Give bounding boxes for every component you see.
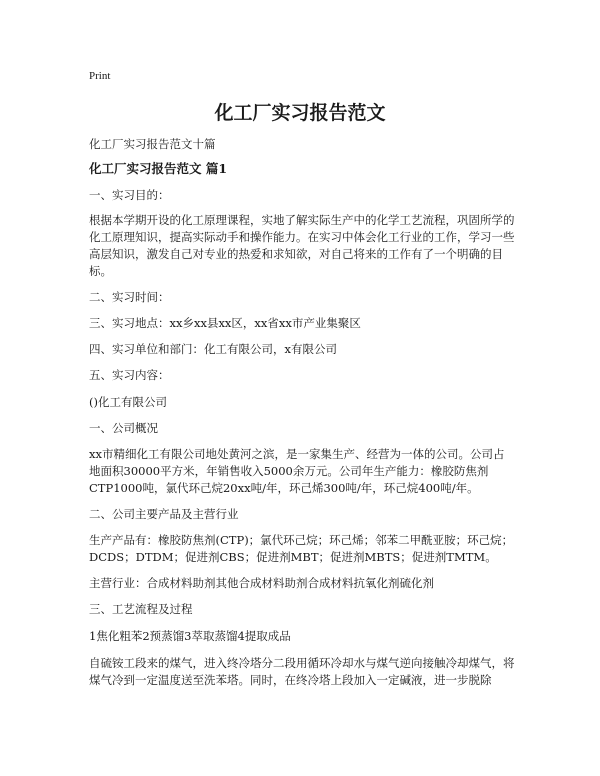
paragraph-unit: 四、实习单位和部门：化工有限公司，x有限公司 — [89, 342, 337, 356]
paragraph-process-steps: 1焦化粗苯2预蒸馏3萃取蒸馏4提取成品 — [89, 629, 291, 643]
page-title: 化工厂实习报告范文 — [214, 102, 386, 124]
paragraph-purpose-heading: 一、实习目的： — [89, 188, 170, 202]
paragraph-industry: 主营行业：合成材料助剂其他合成材料助剂合成材料抗氧化剂硫化剂 — [89, 576, 434, 590]
section-heading: 化工厂实习报告范文 篇1 — [89, 161, 228, 176]
paragraph-time: 二、实习时间： — [89, 290, 170, 304]
paragraph-process-heading: 三、工艺流程及过程 — [89, 602, 193, 616]
paragraph-process-body: 自硫铵工段来的煤气，进入终冷塔分二段用循环冷却水与煤气逆向接触冷却煤气，将煤气冷到一定温度送至洗苯塔。同时，在终冷塔上段加入一定碱液，进一步脱除 — [89, 656, 515, 687]
document-subtitle: 化工厂实习报告范文十篇 — [89, 137, 216, 151]
paragraph-products-heading: 二、公司主要产品及主营行业 — [89, 507, 239, 521]
paragraph-company-name: ()化工有限公司 — [89, 395, 167, 409]
paragraph-purpose-body: 根据本学期开设的化工原理课程，实地了解实际生产中的化学工艺流程，巩固所学的化工原理知识，提高实际动手和操作能力。在实习中体会化工行业的工作，学习一些高层知识，激发自己对专业的热爱和求知欲，对自己将来的工作有了一个明确的目标。 — [89, 213, 515, 278]
paragraph-overview-body: xx市精细化工有限公司地处黄河之滨，是一家集生产、经营为一体的公司。公司占地面积30000平方米，年销售收入5000余万元。公司年生产能力：橡胶防焦剂CTP1000吨，氯代环己烷20xx吨/年，环己烯300吨/年，环己烷400吨/年。 — [89, 447, 505, 495]
paragraph-location: 三、实习地点：xx乡xx县xx区，xx省xx市产业集聚区 — [89, 316, 361, 330]
print-label: Print — [89, 70, 111, 82]
paragraph-overview-heading: 一、公司概况 — [89, 421, 158, 435]
paragraph-content-heading: 五、实习内容： — [89, 368, 170, 382]
paragraph-products-body: 生产产品有：橡胶防焦剂(CTP)；氯代环己烷；环己烯；邻苯二甲酰亚胺；环己烷；DCDS；DTDM；促进剂CBS；促进剂MBT；促进剂MBTS；促进剂TMTM。 — [89, 533, 514, 564]
